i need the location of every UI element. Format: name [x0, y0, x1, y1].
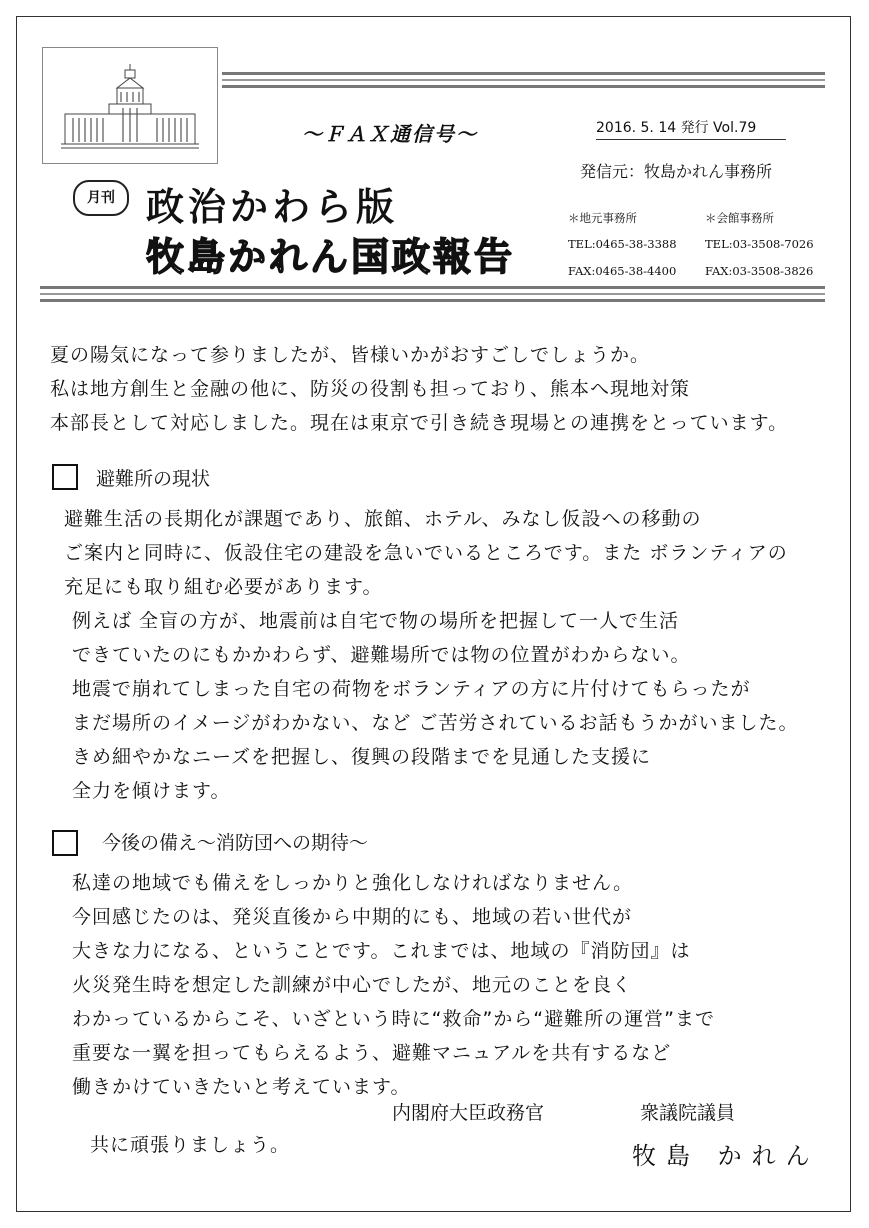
section2-line: 働きかけていきたいと考えています。	[72, 1076, 411, 1098]
monthly-badge: 月刊	[73, 180, 129, 216]
signer-house: 衆議院議員	[640, 1102, 736, 1124]
issue-info: 2016. 5. 14 発行 Vol.79	[596, 117, 786, 140]
section1-line: できていたのにもかかわらず、避難場所では物の位置がわからない。	[72, 644, 691, 666]
hall-office-label: ＊会館事務所	[705, 211, 774, 225]
newsletter-subtitle: 牧島かれん国政報告	[146, 234, 516, 279]
closing-cheer: 共に頑張りましょう。	[90, 1134, 291, 1156]
section2-line: 火災発生時を想定した訓練が中心でしたが、地元のことを良く	[72, 974, 633, 996]
diet-building-icon	[43, 48, 217, 163]
section2-line: 今回感じたのは、発災直後から中期的にも、地域の若い世代が	[72, 906, 633, 928]
section1-line: 全力を傾けます。	[72, 780, 231, 802]
fax-title: ～ＦＡＸ通信号～	[302, 122, 478, 146]
header-rule-bottom	[40, 286, 825, 306]
intro-line: 夏の陽気になって参りましたが、皆様いかがおすごしでしょうか。	[50, 344, 651, 366]
section1-line: ご案内と同時に、仮設住宅の建設を急いでいるところです。また ボランティアの	[64, 542, 788, 564]
section-heading: 今後の備え～消防団への期待～	[102, 832, 369, 854]
section2-line: わかっているからこそ、いざという時に“救命”から“避難所の運営”まで	[72, 1008, 715, 1030]
section1-line: 地震で崩れてしまった自宅の荷物をボランティアの方に片付けてもらったが	[72, 678, 751, 700]
header-rule-top	[222, 72, 825, 92]
signer-name: 牧島 かれん	[632, 1142, 820, 1170]
section1-line: まだ場所のイメージがわかない、など ご苦労されているお話もうかがいました。	[72, 712, 799, 734]
section1-line: 避難生活の長期化が課題であり、旅館、ホテル、みなし仮設への移動の	[64, 508, 702, 530]
section1-line: 例えば 全盲の方が、地震前は自宅で物の場所を把握して一人で生活	[72, 610, 680, 632]
signer-position: 内閣府大臣政務官	[392, 1102, 545, 1124]
section-checkbox	[52, 464, 78, 490]
hall-office-fax: FAX:03-3508-3826	[705, 264, 814, 278]
section2-line: 大きな力になる、ということです。これまでは、地域の『消防団』は	[72, 940, 691, 962]
newsletter-title: 政治かわら版	[146, 184, 399, 229]
local-office-label: ＊地元事務所	[568, 211, 637, 225]
section1-line: きめ細やかなニーズを把握し、復興の段階までを見通した支援に	[72, 746, 652, 768]
intro-line: 私は地方創生と金融の他に、防災の役割も担っており、熊本へ現地対策	[50, 378, 691, 400]
section2-line: 重要な一翼を担ってもらえるよう、避難マニュアルを共有するなど	[72, 1042, 672, 1064]
local-office-tel: TEL:0465-38-3388	[568, 237, 677, 251]
section-heading: 避難所の現状	[96, 468, 211, 490]
section-checkbox	[52, 830, 78, 856]
intro-line: 本部長として対応しました。現在は東京で引き続き現場との連携をとっています。	[50, 412, 789, 434]
local-office-fax: FAX:0465-38-4400	[568, 264, 677, 278]
section1-line: 充足にも取り組む必要があります。	[64, 576, 383, 598]
hall-office-tel: TEL:03-3508-7026	[705, 237, 814, 251]
sender: 発信元：牧島かれん事務所	[580, 162, 773, 181]
section2-line: 私達の地域でも備えをしっかりと強化しなければなりません。	[72, 872, 634, 894]
diet-building-logo	[42, 47, 218, 164]
